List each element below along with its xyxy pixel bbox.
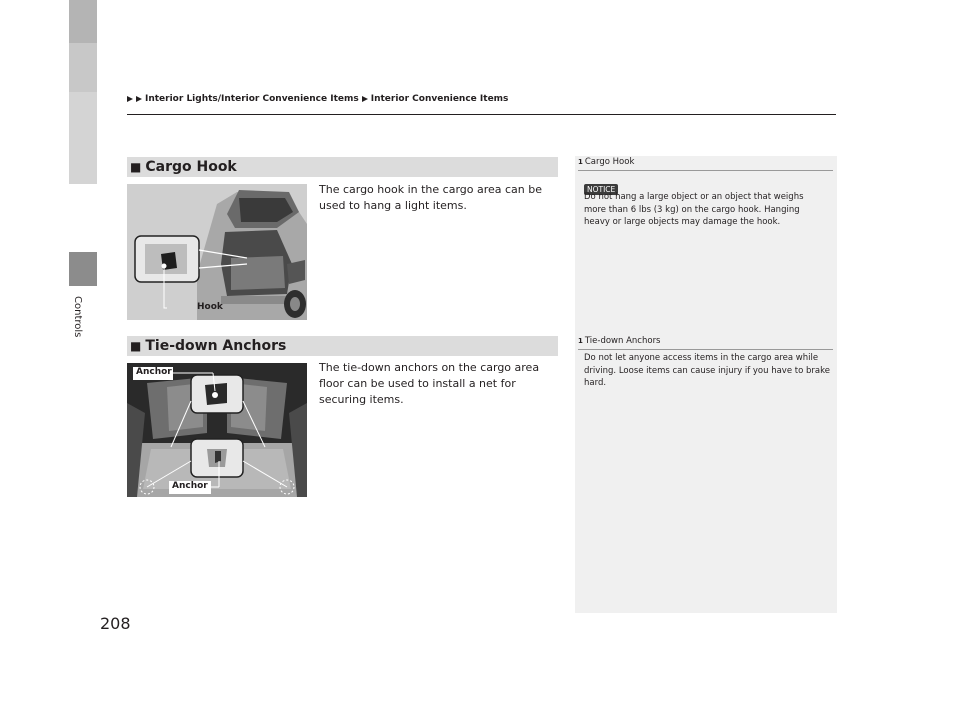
triangle-icon: [362, 96, 368, 102]
anchor-label-bottom: Anchor: [172, 481, 208, 491]
notice-badge-text: NOTICE: [584, 184, 618, 195]
section-heading-text: Cargo Hook: [145, 159, 237, 175]
breadcrumb-item[interactable]: Interior Convenience Items: [370, 94, 509, 104]
chapter-tab: [69, 0, 97, 722]
hook-label: Hook: [197, 302, 223, 312]
note-rule: [578, 349, 833, 350]
tab-selected-block: [69, 252, 97, 286]
triangle-icon: [136, 96, 142, 102]
note-rule: [578, 170, 833, 171]
tie-down-body: The tie-down anchors on the cargo area floor can be used to install a net for securing items.: [319, 361, 540, 406]
tab-block: [69, 0, 97, 43]
note-title-text: Tie-down Anchors: [584, 336, 661, 346]
page-number: 208: [100, 614, 131, 633]
tab-block: [69, 43, 97, 92]
note-title-tie-down: [578, 336, 661, 346]
note-text-cargo-hook: Do not hang a large object or an object that weighs more than 6 lbs (3 kg) on the cargo hook. Hanging heavy or large objects may damage the hook.: [584, 192, 804, 227]
square-icon: ■: [130, 160, 142, 174]
header-rule: [127, 114, 836, 115]
triangle-icon: [127, 96, 133, 102]
note-title-text: Cargo Hook: [584, 157, 635, 167]
section-heading-cargo-hook: [127, 157, 558, 177]
cargo-hook-figure: [127, 184, 307, 320]
section-heading-text: Tie-down Anchors: [145, 338, 287, 354]
tie-down-figure: [127, 363, 307, 497]
note-text-tie-down: Do not let anyone access items in the cargo area while driving. Loose items can cause injury if you have to brake hard.: [584, 353, 830, 388]
breadcrumb-item[interactable]: Interior Lights/Interior Convenience Items: [145, 94, 359, 104]
tab-block: [69, 92, 97, 184]
note-title-cargo-hook: [578, 157, 634, 167]
cargo-hook-illustration: [127, 184, 307, 320]
chapter-label: Controls: [72, 296, 83, 338]
section-heading-tie-down: [127, 336, 558, 356]
anchor-label-top: Anchor: [136, 367, 172, 377]
note-number: 1: [578, 337, 583, 345]
breadcrumb: [127, 94, 508, 104]
tie-down-illustration: [127, 363, 307, 497]
note-number: 1: [578, 158, 583, 166]
cargo-hook-body: The cargo hook in the cargo area can be used to hang a light items.: [319, 183, 543, 212]
square-icon: ■: [130, 339, 142, 353]
